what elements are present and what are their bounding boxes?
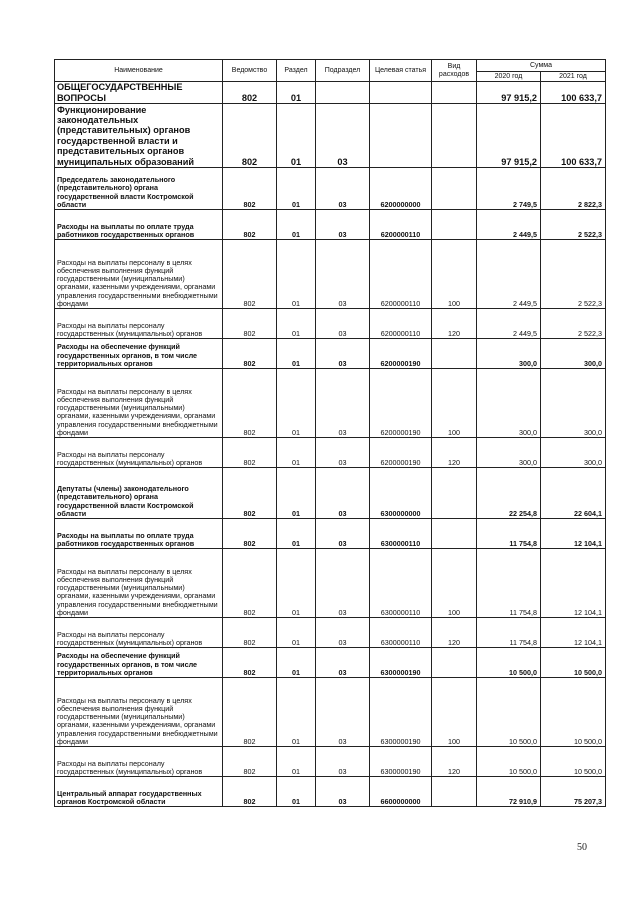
- cell-kind: [432, 648, 477, 678]
- cell-dept: 802: [223, 618, 277, 648]
- cell-sum-2021: 2 522,3: [541, 240, 606, 309]
- cell-section: 01: [277, 519, 316, 549]
- cell-target: 6200000110: [370, 240, 432, 309]
- cell-name: Расходы на выплаты персоналу государственных (муниципальных) органов: [55, 309, 223, 339]
- budget-table-sheet: [54, 59, 605, 807]
- cell-kind: [432, 339, 477, 369]
- cell-sum-2020: 97 915,2: [477, 82, 541, 104]
- cell-subsection: 03: [316, 468, 370, 519]
- cell-kind: 100: [432, 549, 477, 618]
- cell-target: 6200000110: [370, 210, 432, 240]
- cell-kind: [432, 104, 477, 168]
- cell-sum-2020: 10 500,0: [477, 648, 541, 678]
- header-kind: Вид расходов: [432, 60, 477, 82]
- cell-kind: [432, 519, 477, 549]
- cell-target: 6200000000: [370, 168, 432, 210]
- cell-target: 6300000190: [370, 678, 432, 747]
- cell-section: 01: [277, 747, 316, 777]
- cell-kind: [432, 777, 477, 807]
- cell-sum-2021: 300,0: [541, 438, 606, 468]
- cell-subsection: 03: [316, 339, 370, 369]
- cell-subsection: 03: [316, 777, 370, 807]
- cell-section: 01: [277, 168, 316, 210]
- cell-section: 01: [277, 104, 316, 168]
- cell-target: 6600000000: [370, 777, 432, 807]
- cell-dept: 802: [223, 747, 277, 777]
- cell-dept: 802: [223, 369, 277, 438]
- cell-target: [370, 82, 432, 104]
- cell-target: 6300000000: [370, 468, 432, 519]
- cell-sum-2020: 2 449,5: [477, 309, 541, 339]
- cell-subsection: 03: [316, 747, 370, 777]
- cell-name: Функционирование законодательных (представительных) органов государственной власти и представительных органов муниципальных образований: [55, 104, 223, 168]
- cell-sum-2020: 10 500,0: [477, 678, 541, 747]
- cell-name: Председатель законодательного (представительного) органа государственной власти Костромской области: [55, 168, 223, 210]
- cell-name: Расходы на выплаты персоналу государственных (муниципальных) органов: [55, 618, 223, 648]
- cell-sum-2021: 10 500,0: [541, 678, 606, 747]
- table-row: [55, 104, 606, 168]
- cell-subsection: 03: [316, 618, 370, 648]
- cell-subsection: 03: [316, 168, 370, 210]
- cell-kind: [432, 468, 477, 519]
- cell-sum-2020: 300,0: [477, 438, 541, 468]
- cell-target: 6300000110: [370, 618, 432, 648]
- cell-name: Депутаты (члены) законодательного (представительного) органа государственной власти Костромской области: [55, 468, 223, 519]
- cell-sum-2021: 2 822,3: [541, 168, 606, 210]
- cell-section: 01: [277, 618, 316, 648]
- cell-kind: 120: [432, 438, 477, 468]
- table-row: [55, 777, 606, 807]
- header-name: Наименование: [55, 60, 223, 82]
- cell-dept: 802: [223, 240, 277, 309]
- cell-name: Расходы на выплаты персоналу в целях обеспечения выполнения функций государственными (муниципальными) органами, казенными учреждениями, органами управления государственными внебюджетными фондами: [55, 369, 223, 438]
- cell-dept: 802: [223, 549, 277, 618]
- cell-sum-2021: 12 104,1: [541, 519, 606, 549]
- cell-target: 6300000190: [370, 747, 432, 777]
- cell-sum-2021: 10 500,0: [541, 648, 606, 678]
- cell-sum-2021: 75 207,3: [541, 777, 606, 807]
- table-row: [55, 519, 606, 549]
- cell-target: 6200000190: [370, 369, 432, 438]
- table-row: [55, 309, 606, 339]
- cell-section: 01: [277, 468, 316, 519]
- cell-kind: 100: [432, 369, 477, 438]
- cell-name: Расходы на выплаты персоналу в целях обеспечения выполнения функций государственными (муниципальными) органами, казенными учреждениями, органами управления государственными внебюджетными фондами: [55, 678, 223, 747]
- cell-subsection: 03: [316, 549, 370, 618]
- cell-name: Расходы на выплаты персоналу в целях обеспечения выполнения функций государственными (муниципальными) органами, казенными учреждениями, органами управления государственными внебюджетными фондами: [55, 549, 223, 618]
- cell-subsection: [316, 82, 370, 104]
- cell-sum-2020: 22 254,8: [477, 468, 541, 519]
- cell-sum-2020: 11 754,8: [477, 519, 541, 549]
- cell-kind: [432, 210, 477, 240]
- table-row: [55, 678, 606, 747]
- cell-dept: 802: [223, 519, 277, 549]
- cell-subsection: 03: [316, 438, 370, 468]
- cell-name: ОБЩЕГОСУДАРСТВЕННЫЕ ВОПРОСЫ: [55, 82, 223, 104]
- cell-subsection: 03: [316, 210, 370, 240]
- table-row: [55, 240, 606, 309]
- cell-dept: 802: [223, 678, 277, 747]
- cell-sum-2021: 10 500,0: [541, 747, 606, 777]
- cell-section: 01: [277, 82, 316, 104]
- cell-name: Расходы на выплаты по оплате труда работников государственных органов: [55, 210, 223, 240]
- cell-name: Расходы на обеспечение функций государственных органов, в том числе территориальных органов: [55, 648, 223, 678]
- cell-section: 01: [277, 678, 316, 747]
- header-sum: Сумма: [477, 60, 606, 72]
- cell-sum-2020: 2 749,5: [477, 168, 541, 210]
- cell-sum-2021: 100 633,7: [541, 104, 606, 168]
- cell-section: 01: [277, 240, 316, 309]
- table-row: [55, 618, 606, 648]
- cell-subsection: 03: [316, 648, 370, 678]
- header-subsection: Подраздел: [316, 60, 370, 82]
- cell-sum-2021: 2 522,3: [541, 309, 606, 339]
- cell-target: 6200000190: [370, 438, 432, 468]
- cell-target: 6300000110: [370, 519, 432, 549]
- header-target: Целевая статья: [370, 60, 432, 82]
- cell-sum-2020: 11 754,8: [477, 618, 541, 648]
- cell-sum-2020: 300,0: [477, 339, 541, 369]
- header-section: Раздел: [277, 60, 316, 82]
- table-row: [55, 438, 606, 468]
- cell-sum-2020: 72 910,9: [477, 777, 541, 807]
- cell-sum-2020: 11 754,8: [477, 549, 541, 618]
- cell-target: 6300000190: [370, 648, 432, 678]
- cell-sum-2021: 300,0: [541, 369, 606, 438]
- cell-dept: 802: [223, 309, 277, 339]
- cell-dept: 802: [223, 777, 277, 807]
- cell-name: Расходы на выплаты персоналу государственных (муниципальных) органов: [55, 438, 223, 468]
- cell-sum-2020: 300,0: [477, 369, 541, 438]
- table-row: [55, 339, 606, 369]
- table-row: [55, 168, 606, 210]
- cell-kind: 120: [432, 618, 477, 648]
- cell-sum-2020: 2 449,5: [477, 240, 541, 309]
- table-row: [55, 549, 606, 618]
- cell-subsection: 03: [316, 240, 370, 309]
- cell-name: Расходы на выплаты персоналу в целях обеспечения выполнения функций государственными (муниципальными) органами, казенными учреждениями, органами управления государственными внебюджетными фондами: [55, 240, 223, 309]
- table-row: [55, 210, 606, 240]
- table-header-row: [55, 60, 606, 72]
- cell-sum-2020: 97 915,2: [477, 104, 541, 168]
- cell-kind: 100: [432, 678, 477, 747]
- cell-dept: 802: [223, 82, 277, 104]
- cell-dept: 802: [223, 104, 277, 168]
- table-row: [55, 369, 606, 438]
- cell-subsection: 03: [316, 104, 370, 168]
- cell-section: 01: [277, 648, 316, 678]
- cell-sum-2021: 100 633,7: [541, 82, 606, 104]
- cell-dept: 802: [223, 438, 277, 468]
- cell-subsection: 03: [316, 519, 370, 549]
- cell-section: 01: [277, 210, 316, 240]
- cell-dept: 802: [223, 210, 277, 240]
- budget-table: [54, 59, 606, 807]
- cell-subsection: 03: [316, 369, 370, 438]
- cell-sum-2021: 22 604,1: [541, 468, 606, 519]
- cell-section: 01: [277, 339, 316, 369]
- header-year-2021: 2021 год: [541, 72, 606, 82]
- cell-sum-2020: 10 500,0: [477, 747, 541, 777]
- cell-kind: 100: [432, 240, 477, 309]
- cell-dept: 802: [223, 168, 277, 210]
- cell-kind: [432, 82, 477, 104]
- cell-target: 6200000190: [370, 339, 432, 369]
- header-year-2020: 2020 год: [477, 72, 541, 82]
- cell-subsection: 03: [316, 678, 370, 747]
- cell-dept: 802: [223, 468, 277, 519]
- cell-target: 6300000110: [370, 549, 432, 618]
- cell-sum-2021: 2 522,3: [541, 210, 606, 240]
- table-row: [55, 648, 606, 678]
- cell-target: 6200000110: [370, 309, 432, 339]
- cell-kind: 120: [432, 747, 477, 777]
- cell-target: [370, 104, 432, 168]
- header-dept: Ведомство: [223, 60, 277, 82]
- cell-sum-2021: 12 104,1: [541, 618, 606, 648]
- table-row: [55, 468, 606, 519]
- cell-kind: [432, 168, 477, 210]
- cell-section: 01: [277, 369, 316, 438]
- cell-name: Расходы на выплаты по оплате труда работников государственных органов: [55, 519, 223, 549]
- cell-dept: 802: [223, 648, 277, 678]
- page-number: 50: [577, 842, 587, 853]
- cell-sum-2020: 2 449,5: [477, 210, 541, 240]
- table-row: [55, 82, 606, 104]
- cell-section: 01: [277, 549, 316, 618]
- cell-sum-2021: 12 104,1: [541, 549, 606, 618]
- cell-name: Центральный аппарат государственных органов Костромской области: [55, 777, 223, 807]
- cell-name: Расходы на выплаты персоналу государственных (муниципальных) органов: [55, 747, 223, 777]
- cell-section: 01: [277, 438, 316, 468]
- cell-dept: 802: [223, 339, 277, 369]
- cell-kind: 120: [432, 309, 477, 339]
- cell-sum-2021: 300,0: [541, 339, 606, 369]
- table-row: [55, 747, 606, 777]
- cell-name: Расходы на обеспечение функций государственных органов, в том числе территориальных органов: [55, 339, 223, 369]
- cell-section: 01: [277, 309, 316, 339]
- cell-subsection: 03: [316, 309, 370, 339]
- cell-section: 01: [277, 777, 316, 807]
- table-body: [55, 82, 606, 807]
